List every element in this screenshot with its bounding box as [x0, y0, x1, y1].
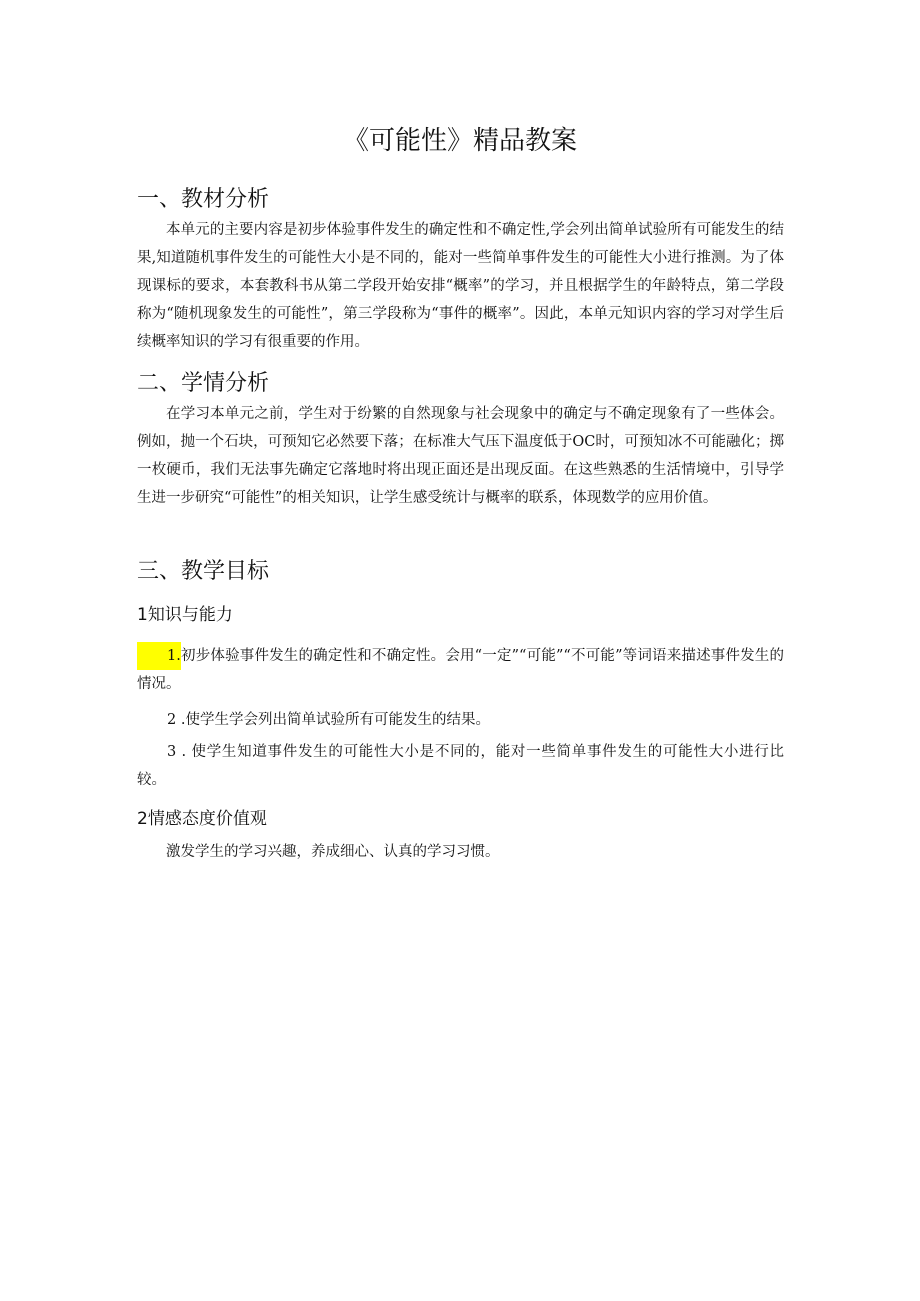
- section-paragraph-analysis: 本单元的主要内容是初步体验事件发生的确定性和不确定性,学会列出简单试验所有可能发生的结果,知道随机事件发生的可能性大小是不同的，能对一些简单事件发生的可能性大小进行推测。为了体现课标的要求，本套教科书从第二学段开始安排“概率”的学习，并且根据学生的年龄特点，第二学段称为“随机现象发生的可能性”，第三学段称为“事件的概率”。因此，本单元知识内容的学习对学生后续概率知识的学习有很重要的作用。: [137, 222, 784, 350]
- section-heading-objectives: 三、教学目标: [137, 559, 270, 584]
- objective-text-2: .使学生学会列出简单试验所有可能发生的结果。: [176, 712, 490, 728]
- objective-item-3: [137, 738, 784, 794]
- objective-item-2: [137, 706, 784, 734]
- objective-text-1: 初步体验事件发生的确定性和不确定性。会用“一定”“可能”“不可能”等词语来描述事件发生的情况。: [137, 648, 784, 692]
- objective-number-3: 3: [167, 744, 177, 760]
- document-title: 《可能性》精品教案: [342, 126, 577, 156]
- subheading-knowledge: 1知识与能力: [137, 605, 233, 625]
- attitude-paragraph: 激发学生的学习兴趣，养成细心、认真的学习习惯。: [166, 844, 500, 860]
- objective-item-1: [137, 642, 784, 698]
- subheading-attitude: 2情感态度价值观: [137, 809, 267, 829]
- objective-number-1: 1.: [137, 642, 181, 670]
- section-heading-analysis: 一、教材分析: [137, 187, 270, 212]
- objective-text-3: . 使学生知道事件发生的可能性大小是不同的，能对一些简单事件发生的可能性大小进行比较。: [137, 744, 784, 788]
- section-heading-learner: 二、学情分析: [137, 371, 270, 396]
- section-paragraph-learner: 在学习本单元之前，学生对于纷繁的自然现象与社会现象中的确定与不确定现象有了一些体会。例如，抛一个石块，可预知它必然要下落；在标准大气压下温度低于OC时，可预知冰不可能融化；掷一枚硬币，我们无法事先确定它落地时将出现正面还是出现反面。在这些熟悉的生活情境中，引导学生进一步研究“可能性”的相关知识，让学生感受统计与概率的联系，体现数学的应用价值。: [137, 406, 784, 506]
- objective-number-2: 2: [167, 712, 177, 728]
